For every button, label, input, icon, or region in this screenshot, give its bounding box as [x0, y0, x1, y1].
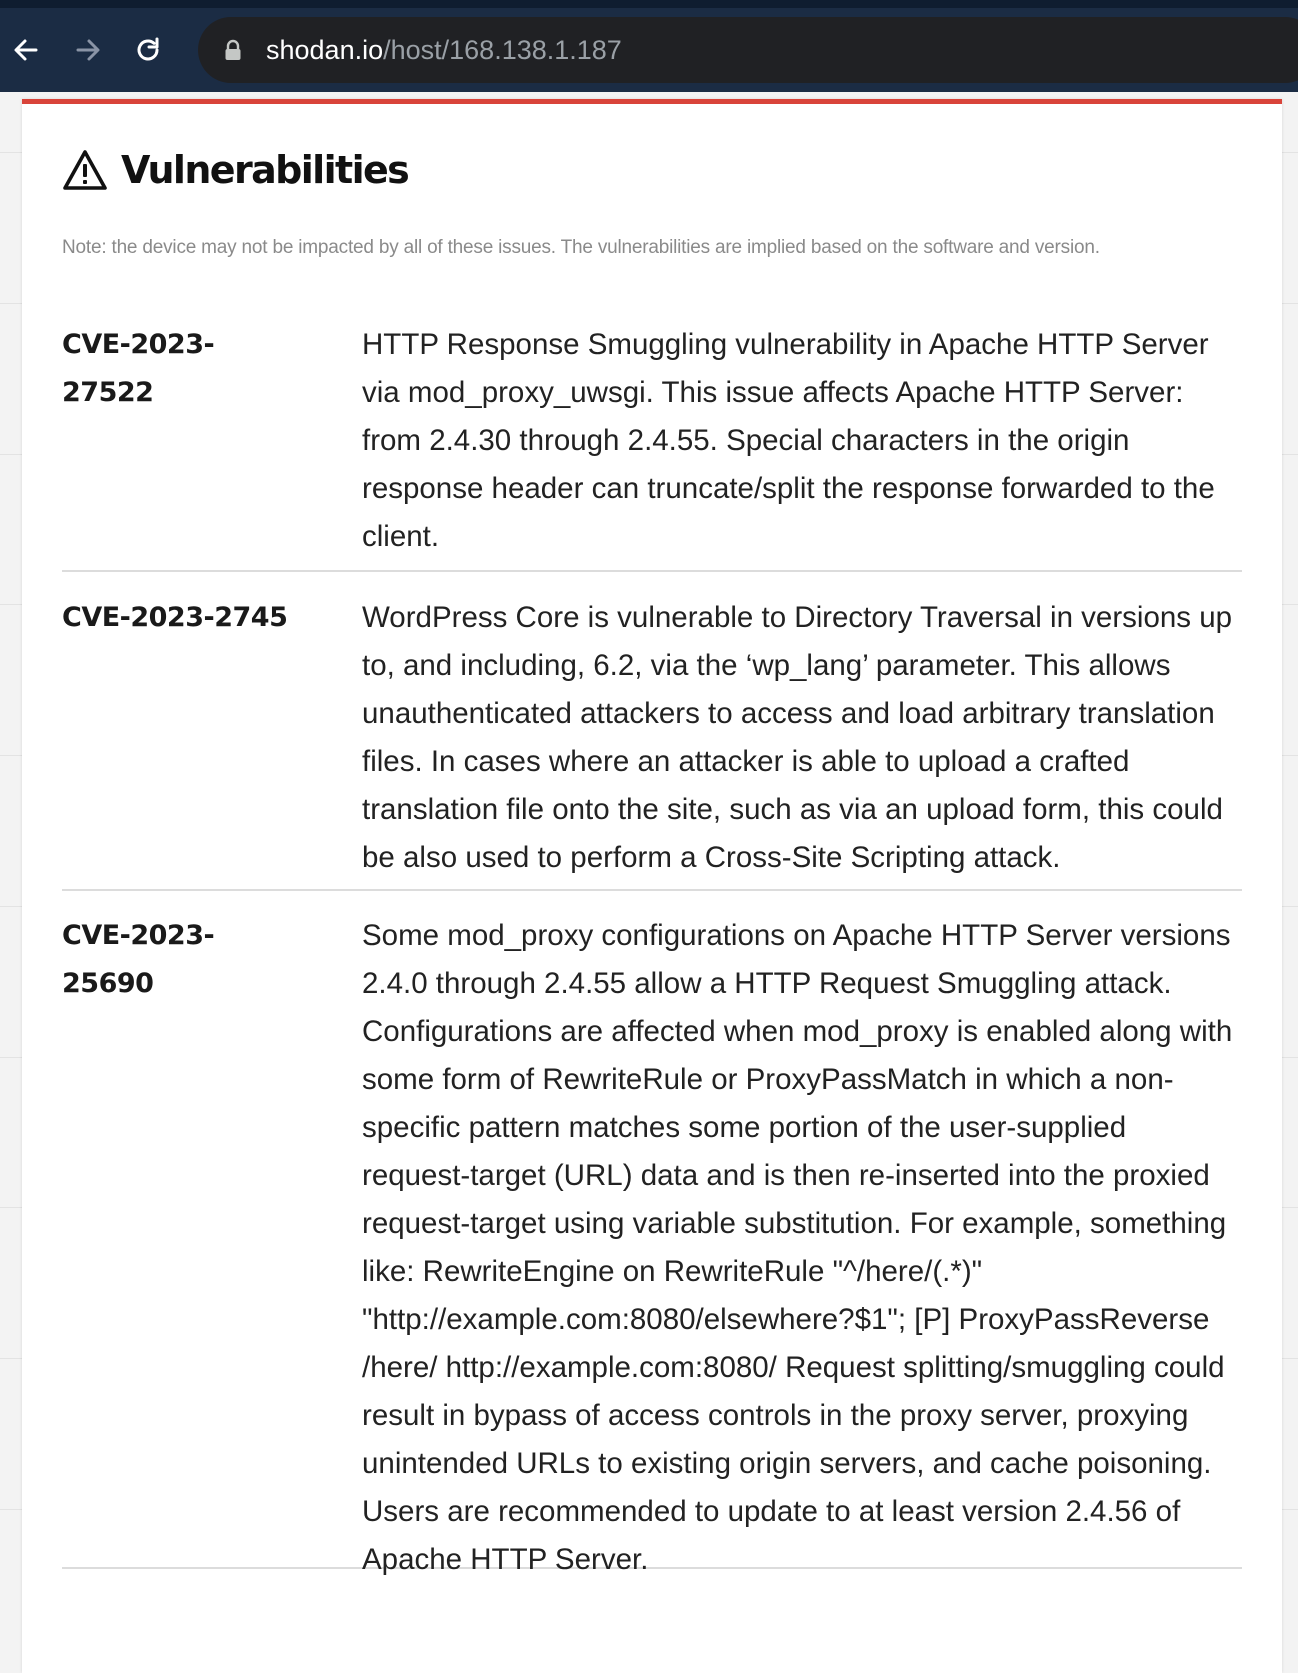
cve-id[interactable]: [62, 321, 302, 417]
browser-toolbar: [0, 0, 1298, 92]
section-title: Vulnerabilities: [121, 148, 409, 192]
cve-id-line: CVE-2023-: [62, 920, 215, 951]
vulnerabilities-card: [22, 99, 1282, 1673]
cve-id-line: 27522: [62, 377, 154, 408]
section-header: [62, 148, 408, 192]
forward-button[interactable]: [68, 30, 108, 70]
vulnerability-row: [62, 321, 1242, 572]
reload-icon: [132, 34, 164, 66]
cve-id[interactable]: [62, 594, 302, 642]
arrow-left-icon: [10, 34, 42, 66]
cve-id-line: 25690: [62, 968, 154, 999]
reload-button[interactable]: [128, 30, 168, 70]
lock-icon[interactable]: [224, 39, 242, 61]
arrow-right-icon: [72, 34, 104, 66]
warning-icon: [62, 149, 108, 191]
toolbar-top-strip: [0, 0, 1298, 8]
section-note: Note: the device may not be impacted by all of these issues. The vulnerabilities are implied based on the software and version.: [62, 237, 1100, 258]
url-text[interactable]: [266, 34, 622, 66]
cve-id[interactable]: [62, 912, 302, 1008]
cve-description: WordPress Core is vulnerable to Directory Traversal in versions up to, and including, 6.2, via the ‘wp_lang’ parameter. This allows unauthenticated attackers to access and load arbitrary translation files. In cases where an attacker is able to upload a crafted translation file onto the site, such as via an upload form, this could be also used to perform a Cross-Site Scripting attack.: [362, 601, 1233, 874]
cve-id-line: CVE-2023-: [62, 329, 215, 360]
cve-description: HTTP Response Smuggling vulnerability in Apache HTTP Server via mod_proxy_uwsgi. This issue affects Apache HTTP Server: from 2.4.30 through 2.4.55. Special characters in the origin response header can truncate/split the response forwarded to the client.: [362, 328, 1215, 553]
url-host: shodan.io: [266, 35, 384, 65]
address-bar[interactable]: [198, 17, 1298, 83]
cve-id-line: CVE-2023-2745: [62, 602, 288, 633]
cve-description: Some mod_proxy configurations on Apache HTTP Server versions 2.4.0 through 2.4.55 allow a HTTP Request Smuggling attack. Configurations are affected when mod_proxy is enabled along with some form of RewriteRule or ProxyPassMatch in which a non-specific pattern matches some portion of the user-supplied request-target (URL) data and is then re-inserted into the proxied request-target using variable substitution. For example, something like: RewriteEngine on RewriteRule "^/here/(.*)" "http://example.com:8080/elsewhere?$1"; [P] ProxyPassReverse /here/ http://example.com:8080/ Request splitting/smuggling could result in bypass of access controls in the proxy server, proxying unintended URLs to existing origin servers, and cache poisoning. Users are recommended to update to at least version 2.4.56 of Apache HTTP Server.: [362, 919, 1233, 1576]
url-path: /host/168.138.1.187: [383, 35, 622, 65]
vulnerability-row: [62, 912, 1242, 1576]
back-button[interactable]: [6, 30, 46, 70]
vulnerability-row: [62, 594, 1242, 891]
